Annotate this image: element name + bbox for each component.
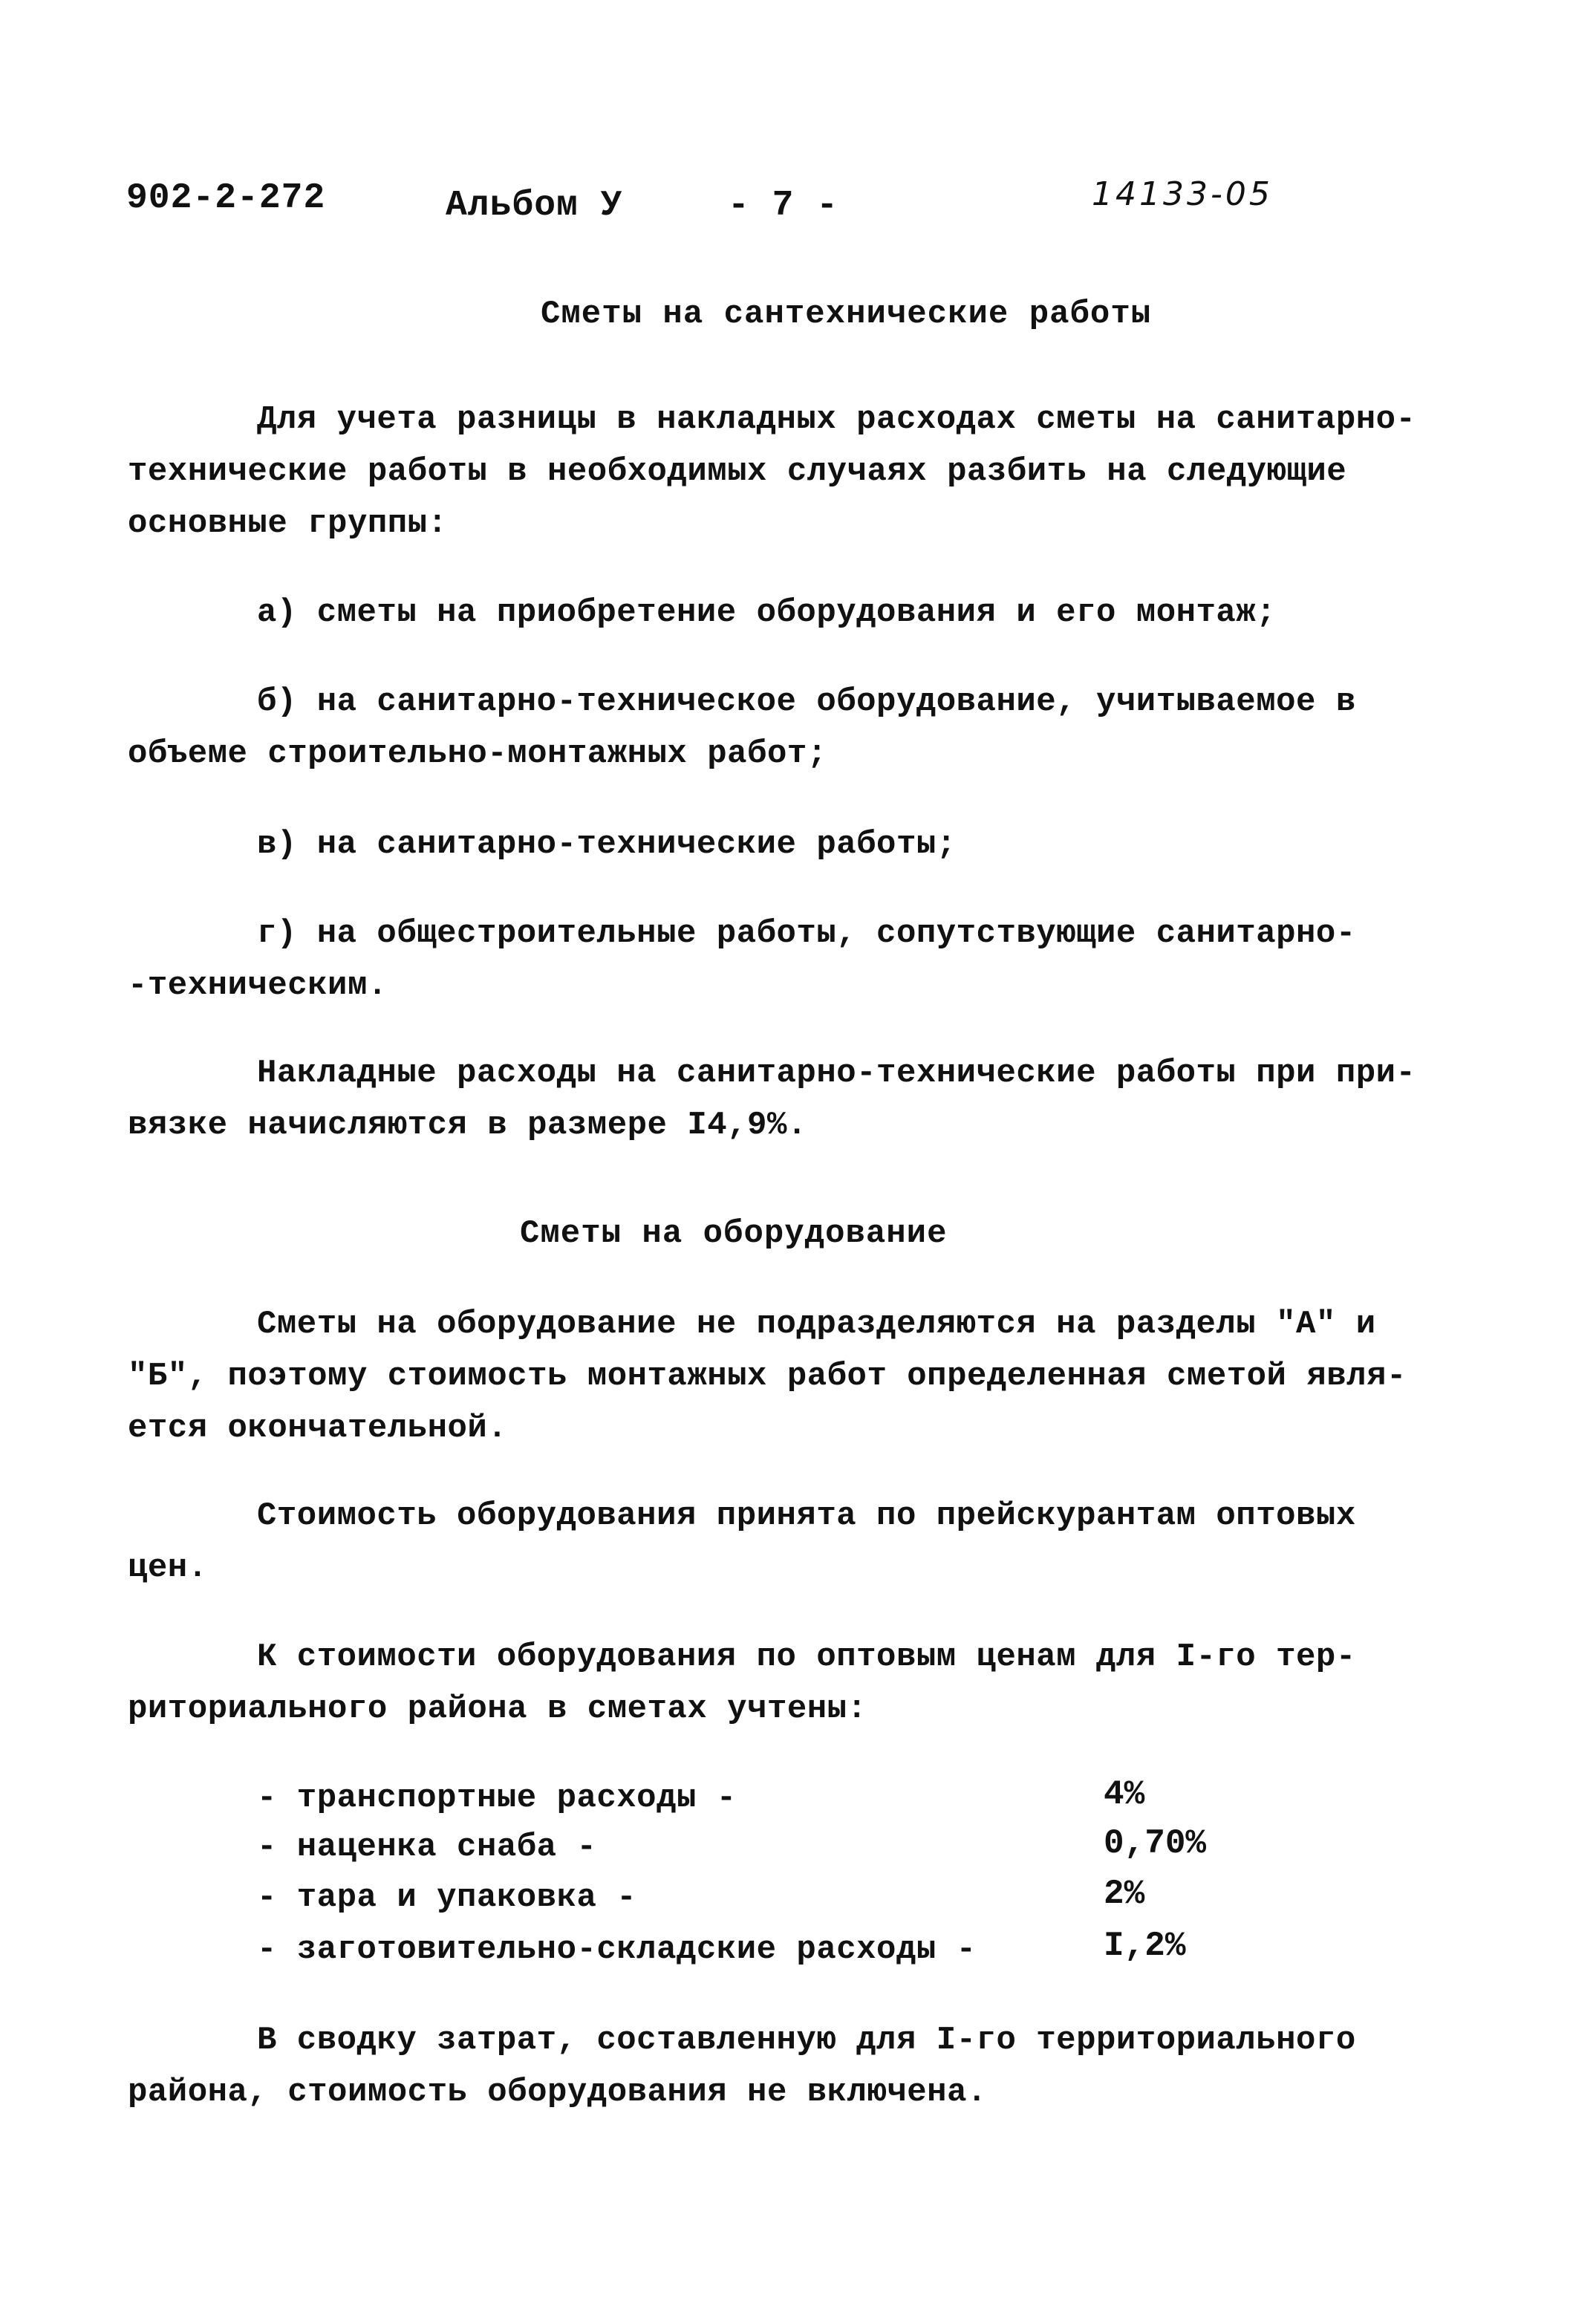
list-item-b-line-1: б) на санитарно-техническое оборудование, учитываемое в [257, 683, 1356, 720]
cost-item-value: I,2% [1104, 1927, 1186, 1965]
section-title-equipment: Сметы на оборудование [520, 1215, 948, 1252]
equipment-para1-line-1: Сметы на оборудование не подразделяются на разделы "А" и [257, 1306, 1376, 1343]
cost-item-label: - заготовительно-складские расходы - [257, 1931, 977, 1968]
list-item-a: а) сметы на приобретение оборудования и его монтаж; [257, 594, 1277, 631]
equipment-para3-line-1: К стоимости оборудования по оптовым ценам для I-го тер- [257, 1638, 1356, 1676]
list-item-b-line-2: объеме строительно-монтажных работ; [128, 735, 827, 772]
list-item-g-line-1: г) на общестроительные работы, сопутствующие санитарно- [257, 915, 1356, 952]
list-item-v: в) на санитарно-технические работы; [257, 826, 957, 863]
handwritten-number: 14133-05 [1092, 175, 1273, 213]
list-item-g-line-2: -техническим. [128, 967, 388, 1004]
intro-line-3: основные группы: [128, 505, 448, 542]
document-code: 902-2-272 [126, 178, 326, 218]
equipment-para2-line-2: цен. [128, 1549, 208, 1586]
overhead-line-2: вязке начисляются в размере I4,9%. [128, 1107, 807, 1144]
intro-line-1: Для учета разницы в накладных расходах сметы на санитарно- [257, 401, 1416, 438]
section-title-sanitary: Сметы на сантехнические работы [541, 296, 1152, 333]
cost-item-value: 2% [1104, 1875, 1145, 1913]
overhead-line-1: Накладные расходы на санитарно-технические работы при при- [257, 1055, 1416, 1092]
album-label: Альбом У [446, 186, 623, 226]
equipment-para1-line-3: ется окончательной. [128, 1410, 508, 1447]
cost-item-label: - тара и упаковка - [257, 1879, 637, 1916]
page-number: - 7 - [728, 186, 839, 226]
cost-item-value: 4% [1104, 1775, 1145, 1814]
intro-line-2: технические работы в необходимых случаях разбить на следующие [128, 453, 1347, 490]
equipment-para3-line-2: риториального района в сметах учтены: [128, 1690, 867, 1728]
equipment-para1-line-2: "Б", поэтому стоимость монтажных работ определенная сметой явля- [128, 1358, 1407, 1395]
summary-line-1: В сводку затрат, составленную для I-го территориального [257, 2022, 1356, 2059]
cost-item-value: 0,70% [1104, 1824, 1207, 1863]
equipment-para2-line-1: Стоимость оборудования принята по прейскурантам оптовых [257, 1497, 1356, 1534]
cost-item-label: - транспортные расходы - [257, 1780, 737, 1817]
summary-line-2: района, стоимость оборудования не включена. [128, 2074, 987, 2111]
cost-item-label: - наценка снаба - [257, 1829, 597, 1866]
